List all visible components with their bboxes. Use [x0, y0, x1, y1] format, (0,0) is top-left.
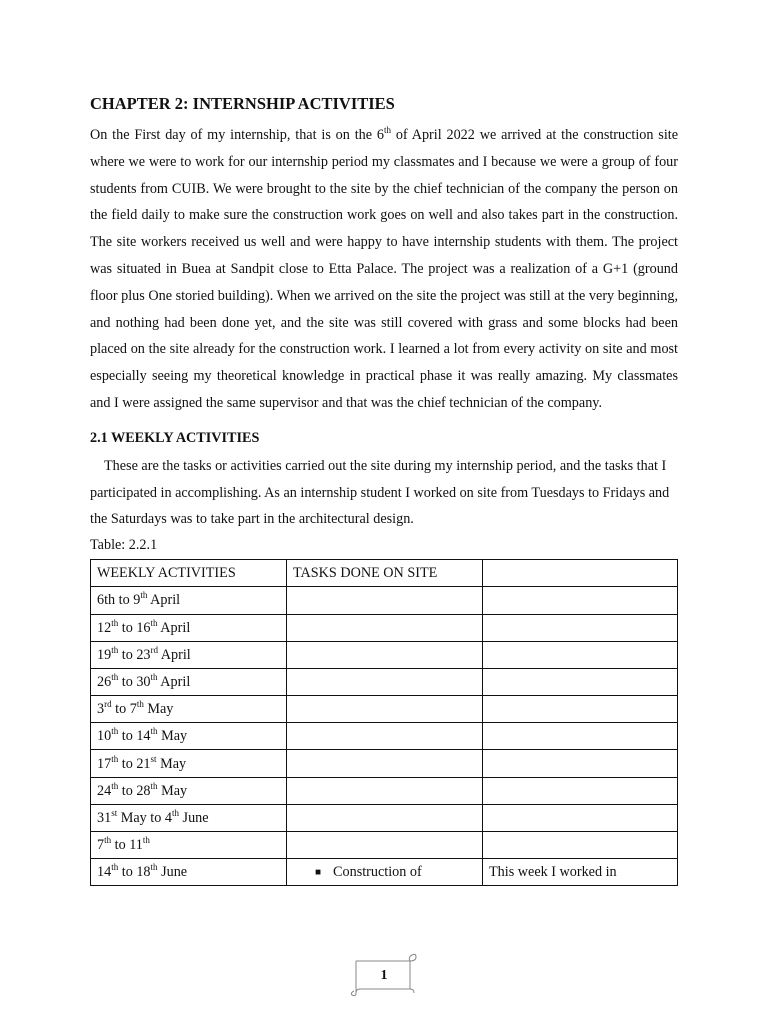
note-cell — [483, 587, 678, 614]
week-range-cell: 7th to 11th — [91, 832, 287, 859]
week-range-cell: 26th to 30th April — [91, 668, 287, 695]
bullet-icon: ■ — [315, 866, 322, 878]
table-row — [91, 668, 678, 695]
note-text: This week I worked in — [489, 864, 617, 881]
note-cell — [483, 641, 678, 668]
task-cell — [287, 641, 483, 668]
week-range-cell: 6th to 9th April — [91, 587, 287, 614]
task-cell — [287, 859, 483, 886]
task-cell — [287, 750, 483, 777]
task-cell — [287, 587, 483, 614]
section-paragraph: These are the tasks or activities carried out the site during my internship period, and the tasks that I participated in accomplishing. As an internship student I worked on site from Tuesdays to Fridays and the Saturdays was to take part in the architectural design. — [90, 457, 670, 528]
note-cell — [483, 804, 678, 831]
note-cell — [483, 777, 678, 804]
intro-sup: th — [383, 125, 391, 135]
week-range-cell: 3rd to 7th May — [91, 696, 287, 723]
table-row — [91, 641, 678, 668]
task-cell — [287, 804, 483, 831]
note-cell — [483, 668, 678, 695]
table-row — [91, 614, 678, 641]
task-cell — [287, 696, 483, 723]
table-row — [91, 777, 678, 804]
task-cell — [287, 614, 483, 641]
note-cell — [483, 832, 678, 859]
intro-paragraph — [90, 122, 678, 417]
table-row — [91, 587, 678, 614]
week-range-cell: 17th to 21st May — [91, 750, 287, 777]
page-number: 1 — [380, 968, 388, 983]
task-cell — [287, 832, 483, 859]
note-cell — [483, 723, 678, 750]
document-page — [90, 92, 678, 886]
task-cell — [287, 668, 483, 695]
table-row — [91, 723, 678, 750]
chapter-title: CHAPTER 2: INTERNSHIP ACTIVITIES — [90, 94, 395, 113]
table-header-cell — [483, 560, 678, 587]
week-range-cell: 19th to 23rd April — [91, 641, 287, 668]
task-cell — [287, 723, 483, 750]
week-range-cell: 24th to 28th May — [91, 777, 287, 804]
table-row — [91, 696, 678, 723]
weekly-activities-table — [90, 559, 678, 886]
task-text: Construction of — [333, 863, 422, 880]
table-caption: Table: 2.2.1 — [90, 537, 158, 554]
note-cell — [483, 614, 678, 641]
page-number-badge — [350, 953, 418, 999]
table-row — [91, 804, 678, 831]
note-cell — [483, 750, 678, 777]
table-header-row — [91, 560, 678, 587]
task-cell — [287, 777, 483, 804]
week-range-cell: 31st May to 4th June — [91, 804, 287, 831]
section-title: 2.1 WEEKLY ACTIVITIES — [90, 429, 260, 446]
note-cell — [483, 859, 678, 886]
intro-text-b: of April 2022 we arrived at the construction site where we were to work for our internship period my classmates and I because we were a group of four students from CUIB. We were brought to the site by the chief technician of the company the person on the field daily to make sure the construction work goes on well and also takes part in the construction. The site workers received us well and were happy to have internship students with them. The project was situated in Buea at Sandpit close to Etta Palace. The project was a realization of a G+1 (ground floor plus One storied building). When we arrived on the site the project was still at the very beginning, and nothing had been done yet, and the site was still covered with grass and some blocks had been placed on the site already for the construction work. I learned a lot from every activity on site and most especially seeing my theoretical knowledge in practical phase it was really amazing. My classmates and I were assigned the same supervisor and that was the chief technician of the company. — [90, 127, 679, 411]
table-row — [91, 750, 678, 777]
week-range-cell: 14th to 18th June — [91, 859, 287, 886]
table-row — [91, 832, 678, 859]
table-header-cell: TASKS DONE ON SITE — [287, 560, 483, 587]
table-header-cell: WEEKLY ACTIVITIES — [91, 560, 287, 587]
week-range-cell: 12th to 16th April — [91, 614, 287, 641]
table-row — [91, 859, 678, 886]
week-range-cell: 10th to 14th May — [91, 723, 287, 750]
note-cell — [483, 696, 678, 723]
intro-text-a: On the First day of my internship, that is on the 6 — [90, 127, 384, 143]
